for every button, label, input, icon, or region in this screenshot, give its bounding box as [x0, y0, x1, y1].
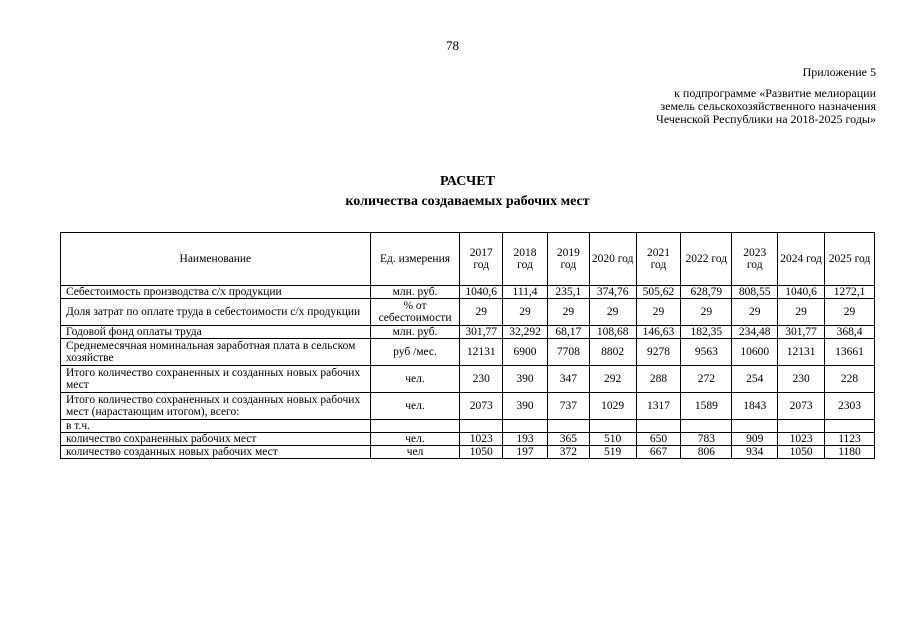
header-year: 2022 год	[681, 233, 732, 286]
row-value: 228	[825, 366, 875, 393]
table-row	[61, 366, 875, 393]
row-value	[503, 420, 548, 433]
row-value: 1040,6	[778, 286, 825, 299]
row-value: 1180	[825, 446, 875, 459]
row-name: Итого количество сохраненных и созданных новых рабочих мест	[61, 366, 371, 393]
row-value: 29	[778, 299, 825, 326]
row-value	[825, 420, 875, 433]
row-value: 9278	[636, 339, 681, 366]
row-value: 234,48	[732, 326, 778, 339]
row-value: 390	[503, 366, 548, 393]
row-value: 29	[825, 299, 875, 326]
row-value: 1029	[589, 393, 636, 420]
row-value: 1589	[681, 393, 732, 420]
row-value: 510	[589, 433, 636, 446]
row-unit: чел.	[370, 366, 460, 393]
row-value	[636, 420, 681, 433]
header-year: 2019 год	[547, 233, 589, 286]
header-year: 2018 год	[503, 233, 548, 286]
row-unit: чел.	[370, 393, 460, 420]
row-value: 1050	[460, 446, 503, 459]
row-value	[732, 420, 778, 433]
title-line-1: РАСЧЕТ	[440, 174, 495, 189]
title-line-2: количества создаваемых рабочих мест	[345, 194, 590, 209]
row-value: 808,55	[732, 286, 778, 299]
table-body	[61, 286, 875, 459]
row-value: 372	[547, 446, 589, 459]
row-value: 230	[460, 366, 503, 393]
table-row	[61, 393, 875, 420]
appendix-title: Приложение 5	[802, 65, 876, 79]
header-year: 2024 год	[778, 233, 825, 286]
row-value: 10600	[732, 339, 778, 366]
row-value: 301,77	[460, 326, 503, 339]
row-value: 934	[732, 446, 778, 459]
row-value: 628,79	[681, 286, 732, 299]
row-name: количество сохраненных рабочих мест	[61, 433, 371, 446]
row-value: 29	[589, 299, 636, 326]
row-name: Себестоимость производства с/х продукции	[61, 286, 371, 299]
row-value: 292	[589, 366, 636, 393]
row-value	[778, 420, 825, 433]
page-number: 78	[446, 38, 459, 53]
row-value: 783	[681, 433, 732, 446]
row-value	[681, 420, 732, 433]
row-value: 146,63	[636, 326, 681, 339]
row-value: 7708	[547, 339, 589, 366]
row-value: 1040,6	[460, 286, 503, 299]
row-unit	[370, 420, 460, 433]
row-value: 519	[589, 446, 636, 459]
row-value: 8802	[589, 339, 636, 366]
row-name: Итого количество сохраненных и созданных новых рабочих мест (нарастающим итогом), всего:	[61, 393, 371, 420]
row-value: 254	[732, 366, 778, 393]
row-unit: % от себестоимости	[370, 299, 460, 326]
header-year: 2017 год	[460, 233, 503, 286]
row-unit: руб /мес.	[370, 339, 460, 366]
appendix-block	[656, 66, 876, 126]
table-row	[61, 339, 875, 366]
appendix-line: к подпрограмме «Развитие мелиорации	[674, 86, 876, 100]
row-value: 32,292	[503, 326, 548, 339]
row-value: 68,17	[547, 326, 589, 339]
table-row	[61, 326, 875, 339]
row-value: 29	[681, 299, 732, 326]
row-value	[460, 420, 503, 433]
row-value: 650	[636, 433, 681, 446]
header-year: 2021 год	[636, 233, 681, 286]
appendix-line: Чеченской Республики на 2018-2025 годы»	[656, 112, 876, 126]
row-value: 737	[547, 393, 589, 420]
row-value: 1123	[825, 433, 875, 446]
row-value: 272	[681, 366, 732, 393]
row-value: 1023	[460, 433, 503, 446]
row-value: 193	[503, 433, 548, 446]
row-value: 12131	[778, 339, 825, 366]
row-value: 390	[503, 393, 548, 420]
header-year: 2023 год	[732, 233, 778, 286]
appendix-line: земель сельскохозяйственного назначения	[660, 99, 876, 113]
row-value: 108,68	[589, 326, 636, 339]
row-value: 235,1	[547, 286, 589, 299]
row-unit: млн. руб.	[370, 326, 460, 339]
row-value: 2073	[778, 393, 825, 420]
row-value: 29	[460, 299, 503, 326]
row-value: 347	[547, 366, 589, 393]
row-value: 29	[547, 299, 589, 326]
row-value: 29	[636, 299, 681, 326]
row-value: 288	[636, 366, 681, 393]
row-value: 13661	[825, 339, 875, 366]
row-value: 1843	[732, 393, 778, 420]
row-value: 2303	[825, 393, 875, 420]
row-value	[547, 420, 589, 433]
row-value: 374,76	[589, 286, 636, 299]
row-value: 1023	[778, 433, 825, 446]
table-row	[61, 299, 875, 326]
row-value: 1050	[778, 446, 825, 459]
row-value: 2073	[460, 393, 503, 420]
row-value: 1272,1	[825, 286, 875, 299]
row-name: количество созданных новых рабочих мест	[61, 446, 371, 459]
row-name: Годовой фонд оплаты труда	[61, 326, 371, 339]
table-row	[61, 433, 875, 446]
header-year: 2025 год	[825, 233, 875, 286]
row-value: 9563	[681, 339, 732, 366]
row-value: 182,35	[681, 326, 732, 339]
header-year: 2020 год	[589, 233, 636, 286]
row-value: 29	[732, 299, 778, 326]
row-value: 368,4	[825, 326, 875, 339]
row-name: в т.ч.	[61, 420, 371, 433]
row-unit: чел	[370, 446, 460, 459]
row-value: 505,62	[636, 286, 681, 299]
table-row	[61, 420, 875, 433]
row-value: 12131	[460, 339, 503, 366]
row-value: 667	[636, 446, 681, 459]
row-value: 909	[732, 433, 778, 446]
row-value: 6900	[503, 339, 548, 366]
header-unit: Ед. измерения	[370, 233, 460, 286]
row-name: Среднемесячная номинальная заработная плата в сельском хозяйстве	[61, 339, 371, 366]
table-row	[61, 286, 875, 299]
row-value: 1317	[636, 393, 681, 420]
row-value: 806	[681, 446, 732, 459]
row-name: Доля затрат по оплате труда в себестоимости с/х продукции	[61, 299, 371, 326]
row-unit: млн. руб.	[370, 286, 460, 299]
header-row	[61, 233, 875, 286]
row-value: 111,4	[503, 286, 548, 299]
row-unit: чел.	[370, 433, 460, 446]
document-title	[0, 172, 905, 212]
header-name: Наименование	[61, 233, 371, 286]
row-value: 301,77	[778, 326, 825, 339]
row-value: 365	[547, 433, 589, 446]
row-value	[589, 420, 636, 433]
row-value: 230	[778, 366, 825, 393]
row-value: 197	[503, 446, 548, 459]
table-row	[61, 446, 875, 459]
row-value: 29	[503, 299, 548, 326]
jobs-calculation-table	[60, 232, 875, 459]
